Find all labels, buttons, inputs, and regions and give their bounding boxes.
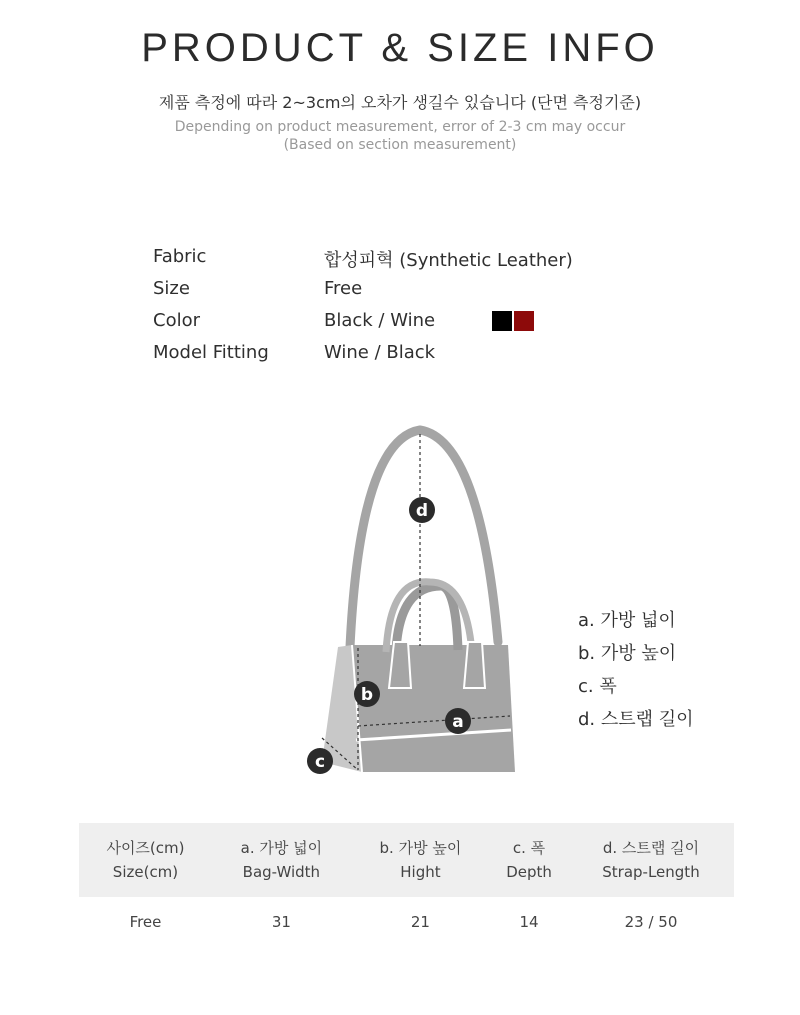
handle-tab-right xyxy=(464,642,485,688)
header-en: Depth xyxy=(506,863,552,881)
legend-item-a: a. 가방 넓이 xyxy=(578,610,676,631)
bag-measurement-diagram xyxy=(300,420,540,790)
measurement-notice-korean: 제품 측정에 따라 2~3cm의 오차가 생길수 있습니다 (단면 측정기준) xyxy=(158,93,642,112)
marker-c xyxy=(307,748,333,774)
spec-label: Size xyxy=(153,278,190,299)
cell-bag-width: 31 xyxy=(271,913,291,931)
header-en: Size(cm) xyxy=(112,863,179,881)
handle-tab-left xyxy=(389,642,411,688)
size-table-header-row xyxy=(79,823,734,897)
header-ko: 사이즈(cm) xyxy=(106,839,185,857)
notice-english-line-2: (Based on section measurement) xyxy=(283,137,517,153)
cell-bag-height: 21 xyxy=(410,913,430,931)
header-bag-height xyxy=(351,823,490,897)
color-swatch-wine xyxy=(514,311,534,331)
header-ko: d. 스트랩 길이 xyxy=(602,839,700,857)
size-table xyxy=(79,823,734,947)
cell-size: Free xyxy=(129,913,162,931)
marker-b-label: b xyxy=(360,685,374,705)
spec-label: Color xyxy=(153,310,200,331)
color-swatch-black xyxy=(492,311,512,331)
spec-value: Free xyxy=(324,278,363,299)
page-title: PRODUCT & SIZE INFO xyxy=(141,26,659,70)
spec-value: Black / Wine xyxy=(324,310,436,331)
measurement-notice-english xyxy=(0,118,800,154)
marker-a xyxy=(445,708,471,734)
legend-item-d: d. 스트랩 길이 xyxy=(578,709,694,730)
header-depth xyxy=(490,823,568,897)
spec-value: 합성피혁 (Synthetic Leather) xyxy=(324,250,573,271)
diagram-legend xyxy=(578,606,694,738)
spec-value: Wine / Black xyxy=(324,342,436,363)
header-ko: a. 가방 넓이 xyxy=(240,839,323,857)
marker-a-label: a xyxy=(452,712,464,732)
spec-label: Model Fitting xyxy=(153,342,269,363)
marker-b xyxy=(354,681,380,707)
cell-depth: 14 xyxy=(519,913,539,931)
table-row xyxy=(79,897,734,947)
header-size xyxy=(79,823,212,897)
header-ko: c. 폭 xyxy=(512,839,546,857)
bag-body xyxy=(352,645,515,772)
cell-strap-length: 23 / 50 xyxy=(624,913,678,931)
spec-label: Fabric xyxy=(153,246,207,267)
header-bag-width xyxy=(212,823,351,897)
header-en: Hight xyxy=(400,863,441,881)
header-strap-length xyxy=(568,823,734,897)
header-en: Strap-Length xyxy=(602,863,700,881)
bag-handle-left xyxy=(396,586,458,650)
marker-d-label: d xyxy=(415,501,429,521)
header-en: Bag-Width xyxy=(242,863,321,881)
notice-english-line-1: Depending on product measurement, error of 2-3 cm may occur xyxy=(174,119,626,135)
header-ko: b. 가방 높이 xyxy=(379,839,462,857)
marker-c-label: c xyxy=(314,752,326,772)
shoulder-strap xyxy=(350,430,498,647)
legend-item-c: c. 폭 xyxy=(578,676,617,697)
legend-item-b: b. 가방 높이 xyxy=(578,643,677,664)
marker-d xyxy=(409,497,435,523)
